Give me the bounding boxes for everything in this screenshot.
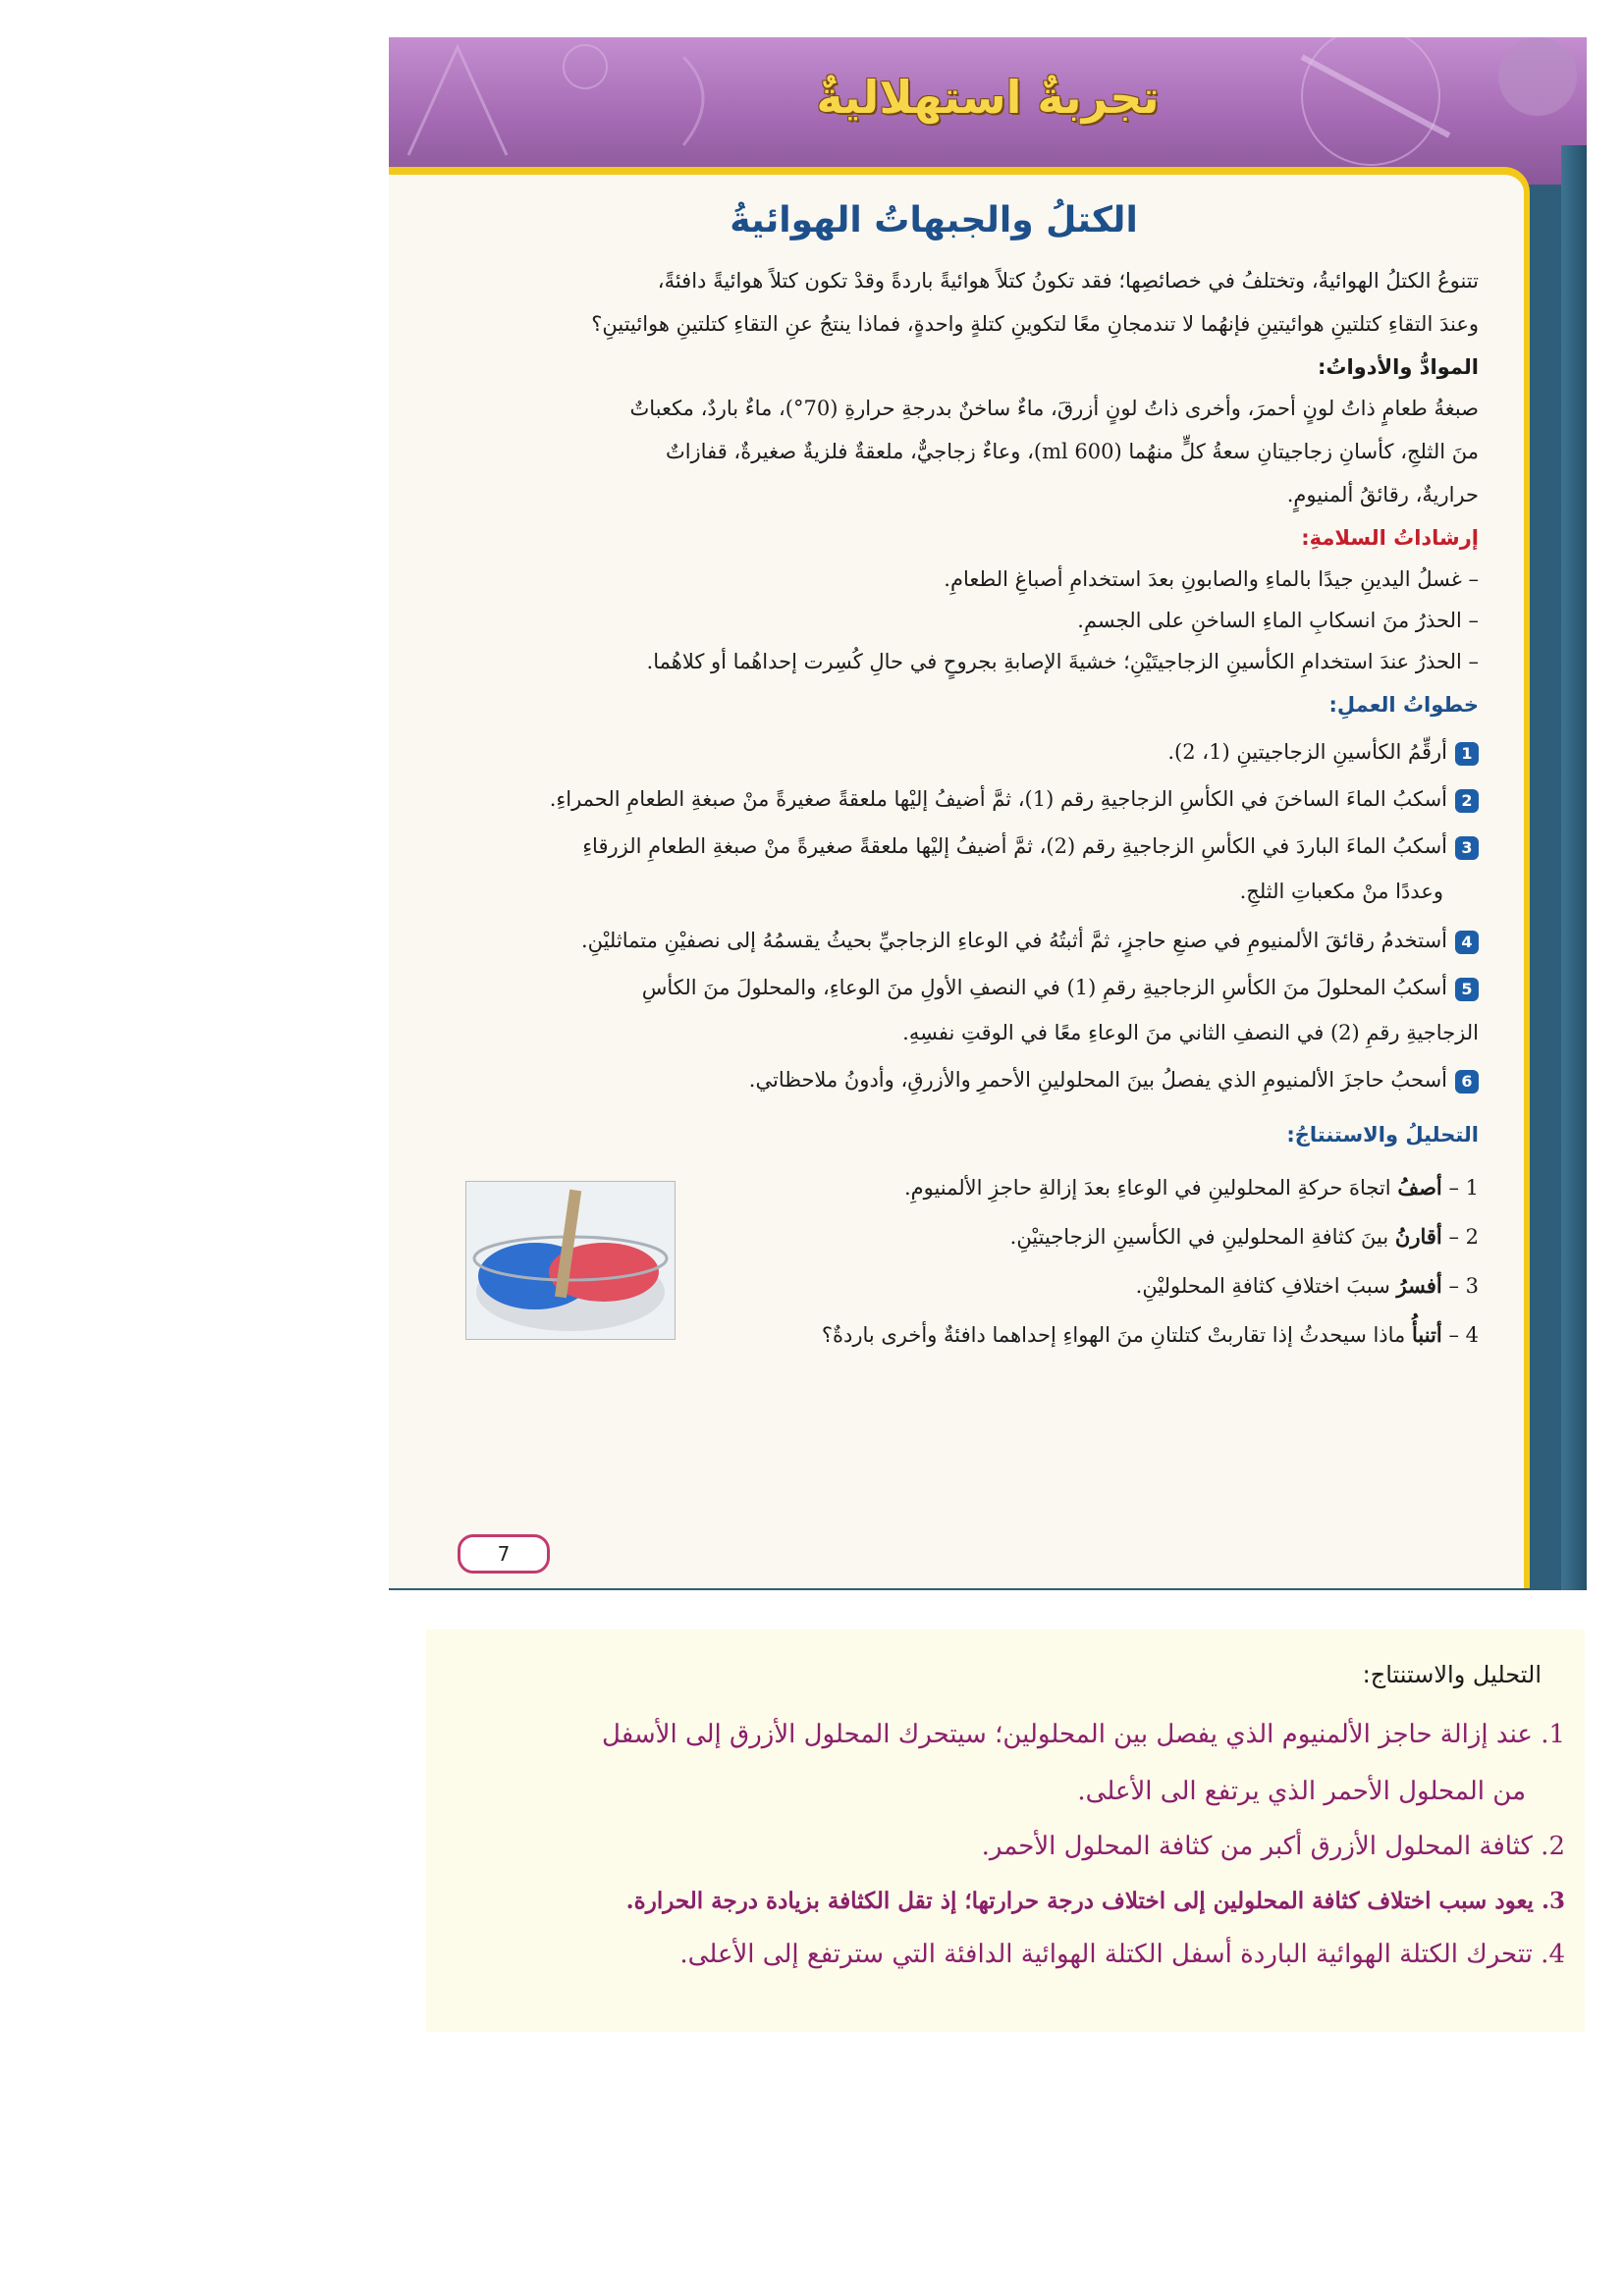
step-number-badge: 5 bbox=[1455, 978, 1479, 1001]
question-verb: أصفُ bbox=[1397, 1175, 1442, 1200]
materials-line: منَ الثلجِ، كأسانِ زجاجيتانِ سعةُ كلٍّ منهُما (600 ml)، وعاءٌ زجاجيٌّ، ملعقةٌ فلزيةٌ صغيرةٌ، قفازاتٌ bbox=[665, 440, 1479, 463]
analysis-question bbox=[1010, 1215, 1479, 1258]
step-item bbox=[581, 919, 1479, 962]
question-verb: أقارنُ bbox=[1394, 1224, 1442, 1249]
answer-box bbox=[426, 1629, 1585, 2032]
bowl-illustration bbox=[466, 1182, 675, 1339]
materials-line: حراريةٌ، رقائقُ ألمنيومٍ. bbox=[1286, 483, 1479, 507]
step-item bbox=[550, 777, 1479, 821]
step-text-continued: الزجاجيةِ رقمِ (2) في النصفِ الثاني منَ الوعاءِ معًا في الوقتِ نفسِهِ. bbox=[902, 1021, 1479, 1044]
materials-heading: الموادُّ والأدواتُ: bbox=[1317, 355, 1479, 379]
step-number-badge: 3 bbox=[1455, 836, 1479, 860]
step-text: أسكبُ الماءَ الباردَ في الكأسِ الزجاجيةِ رقم (2)، ثمَّ أضيفُ إليْها ملعقةً صغيرةً منْ صبغةِ الطعامِ الزرقاءِ bbox=[582, 834, 1447, 858]
analysis-question bbox=[822, 1313, 1479, 1357]
page-number: 7 bbox=[458, 1534, 550, 1574]
intro-line: وعندَ التقاءِ كتلتينِ هوائيتينِ فإنهُما لا تندمجانِ معًا لتكوينِ كتلةٍ واحدةٍ، فماذا ينتجُ عنِ التقاءِ كتلتينِ هوائيتينِ؟ bbox=[591, 312, 1479, 336]
banner-title: تجربةٌ استهلاليةٌ bbox=[816, 71, 1160, 124]
analysis-question bbox=[1136, 1264, 1479, 1308]
step-text: أسكبُ الماءَ الساخنَ في الكأسِ الزجاجيةِ رقم (1)، ثمَّ أضيفُ إليْها ملعقةً صغيرةً منْ صبغةِ الطعامِ الحمراءِ. bbox=[549, 787, 1447, 811]
question-number: 1 – bbox=[1448, 1176, 1479, 1200]
question-verb: أتنبأُ bbox=[1411, 1322, 1442, 1347]
step-item bbox=[642, 966, 1479, 1009]
step-text: أسكبُ المحلولَ منَ الكأسِ الزجاجيةِ رقمِ (1) في النصفِ الأولِ منَ الوعاءِ، والمحلولَ منَ الكأسِ bbox=[641, 976, 1447, 999]
textbook-page bbox=[389, 37, 1587, 1590]
question-number: 2 – bbox=[1448, 1225, 1479, 1249]
analysis-question bbox=[904, 1166, 1479, 1209]
question-verb: أفسرُ bbox=[1396, 1273, 1442, 1298]
content-card bbox=[389, 167, 1530, 1588]
experiment-photo bbox=[465, 1181, 676, 1340]
question-text: اتجاهَ حركةِ المحلولينِ في الوعاءِ بعدَ إزالةِ حاجزِ الألمنيومِ. bbox=[903, 1176, 1391, 1200]
safety-line: – الحذرُ منَ انسكابِ الماءِ الساخنِ على الجسمِ. bbox=[1077, 609, 1479, 632]
step-item bbox=[582, 825, 1479, 868]
steps-heading: خطواتُ العملِ: bbox=[1328, 693, 1479, 717]
answer-line: من المحلول الأحمر الذي يرتفع الى الأعلى. bbox=[1077, 1777, 1526, 1806]
step-item bbox=[749, 1058, 1479, 1101]
banner bbox=[389, 37, 1587, 185]
step-number-badge: 6 bbox=[1455, 1070, 1479, 1094]
question-text: سببَ اختلافِ كثافةِ المحلوليْنِ. bbox=[1135, 1274, 1390, 1298]
safety-line: – الحذرُ عندَ استخدامِ الكأسينِ الزجاجيتَيْنِ؛ خشيةَ الإصابةِ بجروحٍ في حالِ كُسِرت إحداهُما أو كلاهُما. bbox=[646, 650, 1479, 673]
safety-heading: إرشاداتُ السلامةِ: bbox=[1301, 526, 1479, 550]
step-item bbox=[1167, 730, 1479, 774]
step-number-badge: 4 bbox=[1455, 931, 1479, 954]
step-number-badge: 2 bbox=[1455, 789, 1479, 813]
step-text-continued: وعددًا منْ مكعباتِ الثلجِ. bbox=[1239, 880, 1443, 903]
safety-line: – غسلُ اليدينِ جيدًا بالماءِ والصابونِ بعدَ استخدامِ أصباغِ الطعامِ. bbox=[944, 567, 1479, 591]
answer-line: 2. كثافة المحلول الأزرق أكبر من كثافة المحلول الأحمر. bbox=[981, 1832, 1565, 1861]
answer-line: 1. عند إزالة حاجز الألمنيوم الذي يفصل بين المحلولين؛ سيتحرك المحلول الأزرق إلى الأسفل bbox=[602, 1720, 1565, 1749]
question-number: 3 – bbox=[1448, 1274, 1479, 1298]
question-number: 4 – bbox=[1448, 1323, 1479, 1347]
intro-line: تتنوعُ الكتلُ الهوائيةُ، وتختلفُ في خصائصِها؛ فقد تكونُ كتلاً هوائيةً باردةً وقدْ تكون كتلاً هوائيةً دافئةً، bbox=[657, 269, 1479, 293]
step-text: أسحبُ حاجزَ الألمنيومِ الذي يفصلُ بينَ المحلولينِ الأحمرِ والأزرقِ، وأدونُ ملاحظاتي. bbox=[748, 1068, 1447, 1092]
card-inner bbox=[389, 175, 1479, 1588]
analysis-heading: التحليلُ والاستنتاجُ: bbox=[1286, 1123, 1479, 1147]
materials-line: صبغةُ طعامٍ ذاتُ لونٍ أحمرَ، وأخرى ذاتُ لونٍ أزرقَ، ماءٌ ساخنٌ بدرجةِ حرارةِ (70°)، ماءٌ باردٌ، مكعباتٌ bbox=[629, 397, 1479, 420]
step-text: أستخدمُ رقائقَ الألمنيومِ في صنعِ حاجزٍ، ثمَّ أثبتُهُ في الوعاءِ الزجاجيِّ بحيثُ يقسمُهُ إلى نصفيْنِ متماثليْنِ. bbox=[580, 929, 1447, 952]
answer-line: 3. يعود سبب اختلاف كثافة المحلولين إلى اختلاف درجة حرارتها؛ إذ تقل الكثافة بزيادة درجة الحرارة. bbox=[625, 1888, 1565, 1914]
answer-heading: التحليل والاستنتاج: bbox=[1362, 1661, 1542, 1688]
answer-line: 4. تتحرك الكتلة الهوائية الباردة أسفل الكتلة الهوائية الدافئة التي سترتفع إلى الأعلى. bbox=[679, 1940, 1565, 1969]
page-title: الكتلُ والجبهاتُ الهوائيةُ bbox=[730, 200, 1138, 240]
step-number-badge: 1 bbox=[1455, 742, 1479, 766]
step-text: أرقِّمُ الكأسينِ الزجاجيتينِ (1، 2). bbox=[1167, 740, 1447, 764]
page-edge-strip bbox=[1561, 145, 1587, 1590]
question-text: ماذا سيحدثُ إذا تقاربتْ كتلتانِ منَ الهواءِ إحداهما دافئةٌ وأخرى باردةٌ؟ bbox=[821, 1323, 1406, 1347]
question-text: بينَ كثافةِ المحلولينِ في الكأسينِ الزجاجيتيْنِ. bbox=[1009, 1225, 1389, 1249]
